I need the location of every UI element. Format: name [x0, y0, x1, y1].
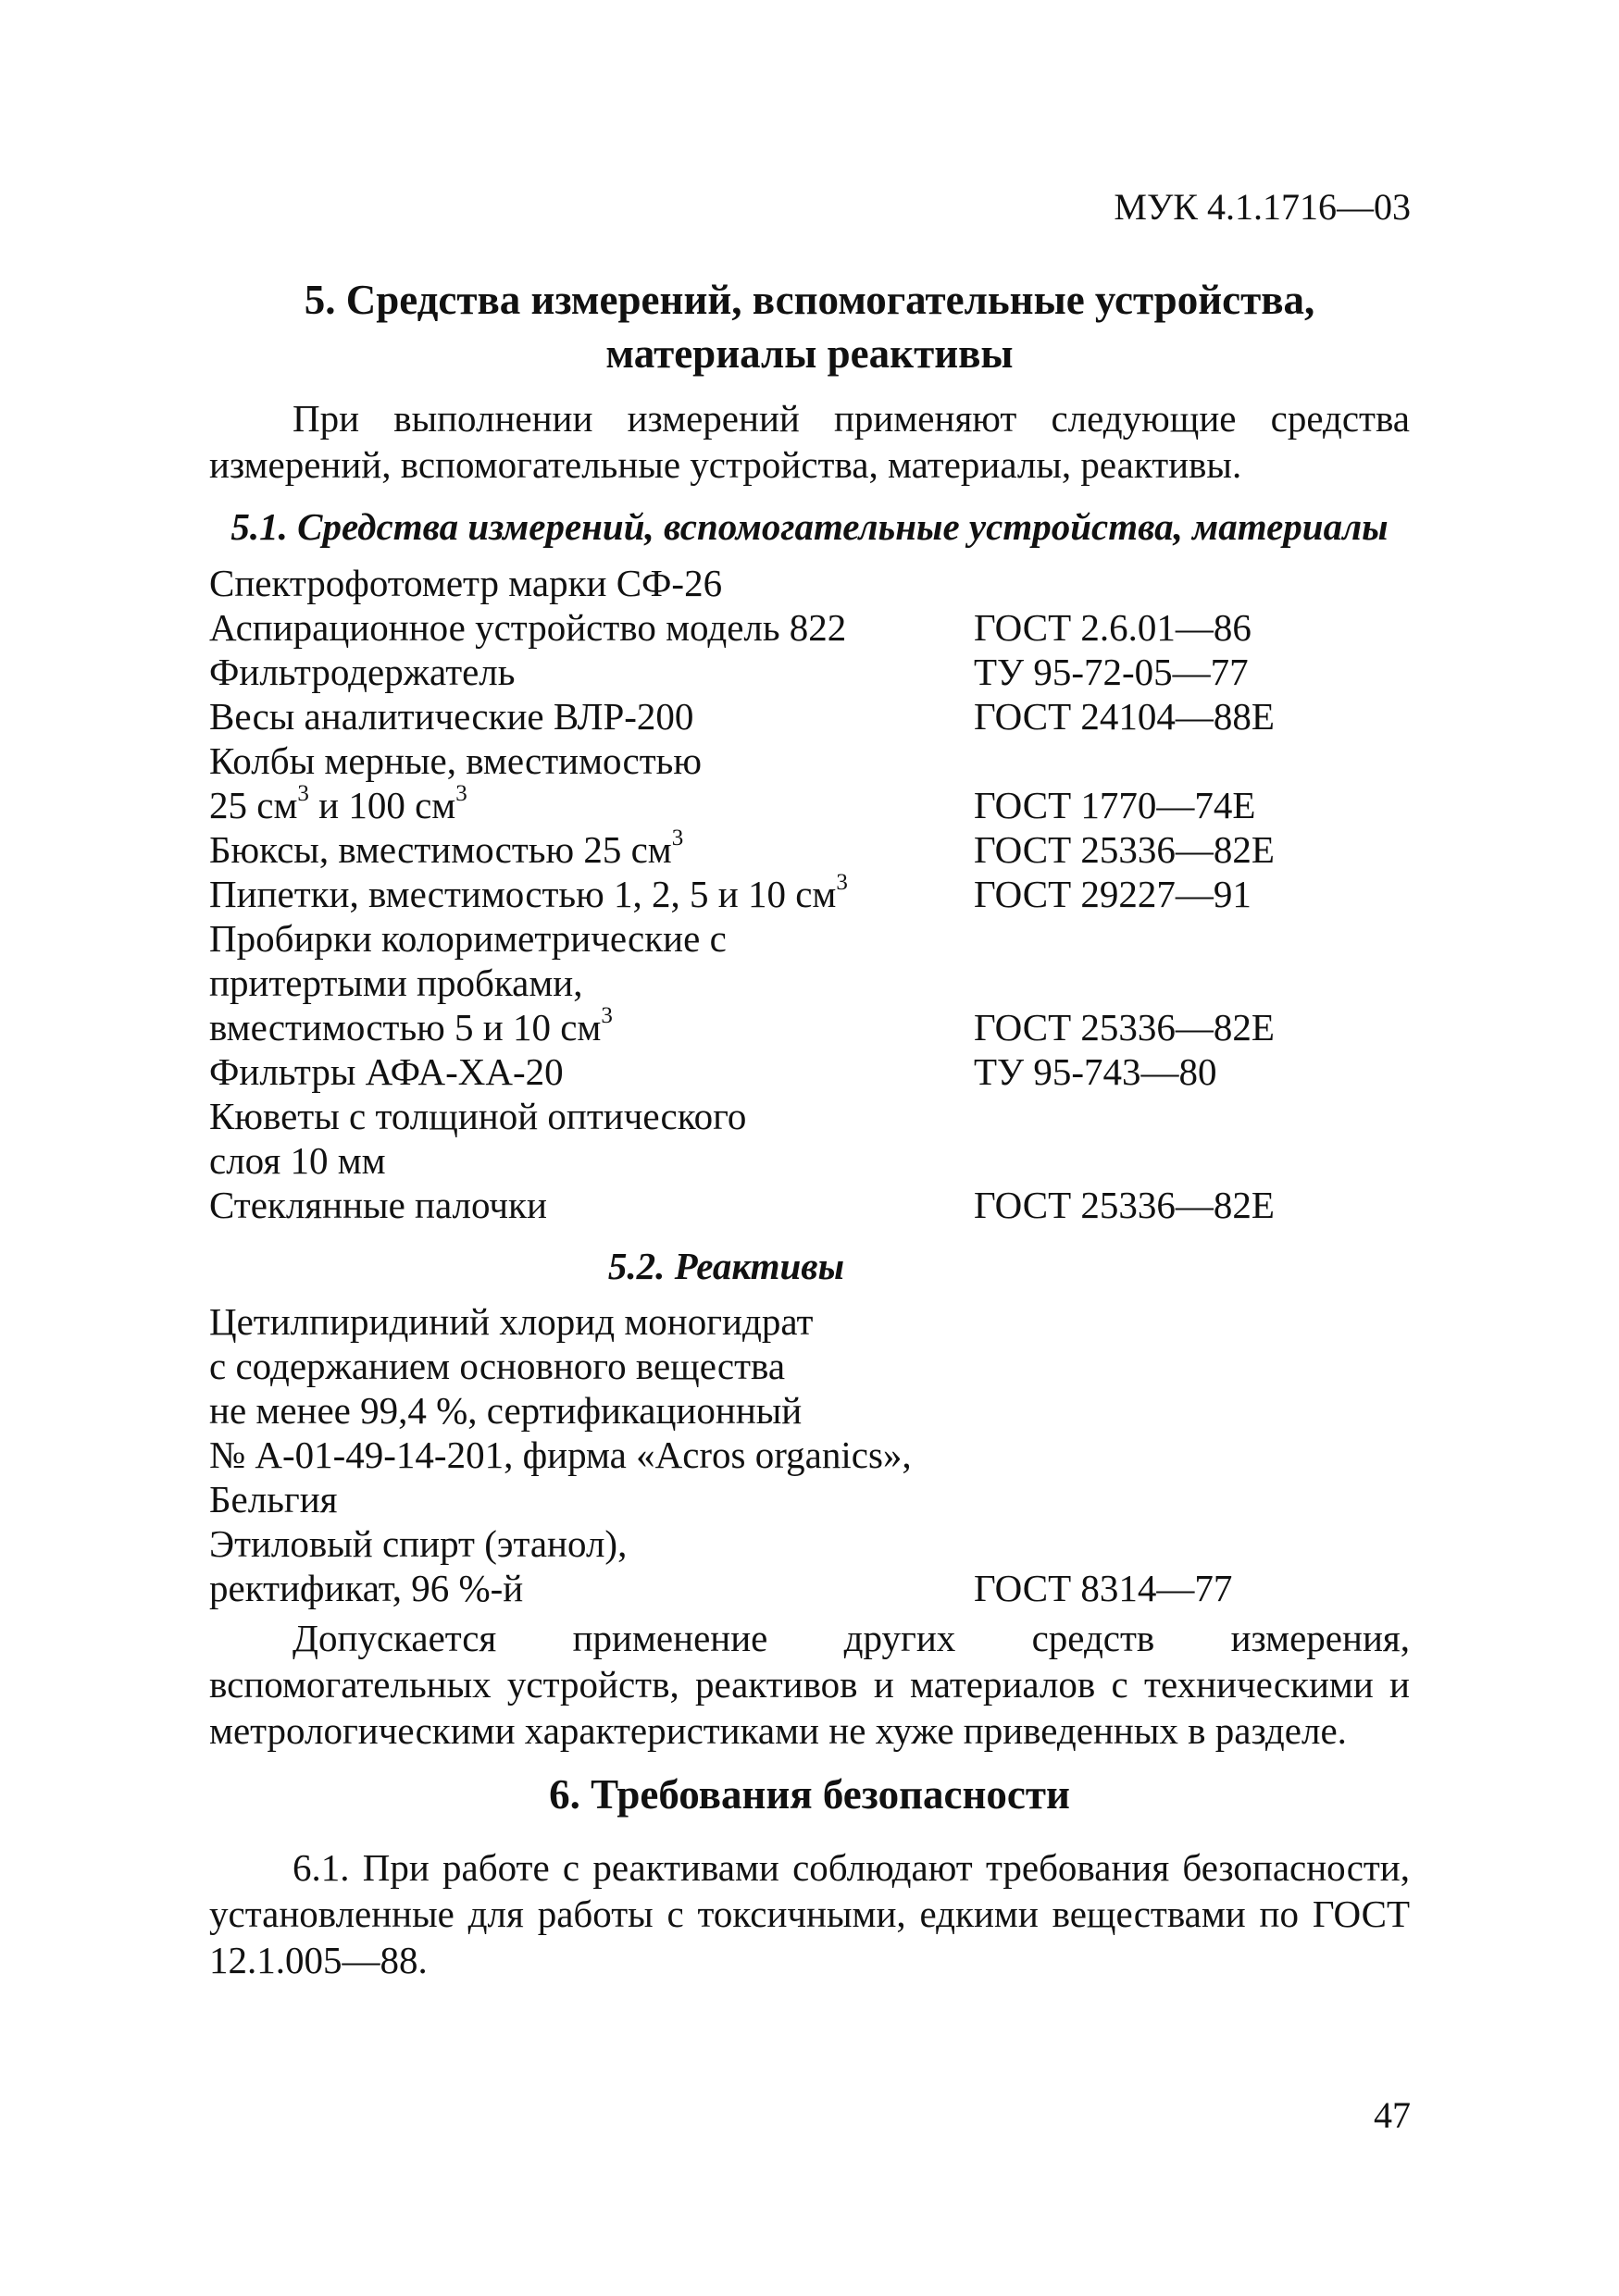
- item-name: № А-01-49-14-201, фирма «Acros organics»,: [209, 1433, 912, 1476]
- list-item: [209, 1094, 1410, 1138]
- item-name: Бельгия: [209, 1478, 338, 1520]
- item-name-part: и 100 см: [308, 784, 456, 826]
- item-name: [209, 872, 848, 916]
- section-5-title-line2: материалы реактивы: [605, 330, 1014, 377]
- item-name: [209, 827, 683, 872]
- item-standard: ТУ 95-743—80: [974, 1050, 1217, 1093]
- item-name-part: Пипетки, вместимостью 1, 2, 5 и 10 см: [209, 873, 837, 915]
- list-item: [209, 1183, 1410, 1227]
- list-item: [209, 783, 1410, 827]
- superscript: 3: [601, 1003, 613, 1029]
- list-item: [209, 1005, 1410, 1049]
- subsection-5-1-title: 5.1. Средства измерений, вспомогательные устройства, материалы: [230, 505, 1389, 548]
- item-standard: ГОСТ 2.6.01—86: [974, 606, 1252, 649]
- document-code: МУК 4.1.1716—03: [1114, 186, 1411, 228]
- item-name: Стеклянные палочки: [209, 1184, 547, 1226]
- subsection-5-2-title: 5.2. Реактивы: [607, 1245, 845, 1287]
- item-standard: ГОСТ 1770—74Е: [974, 784, 1256, 826]
- item-name: притертыми пробками,: [209, 962, 583, 1004]
- item-name: Аспирационное устройство модель 822: [209, 606, 847, 649]
- superscript: 3: [297, 781, 309, 807]
- item-name: [209, 783, 467, 827]
- item-name: слоя 10 мм: [209, 1139, 386, 1182]
- superscript: 3: [671, 825, 684, 851]
- equipment-list: [209, 561, 1410, 1227]
- list-item: [209, 1049, 1410, 1094]
- section-5-title-line1: 5. Средства измерений, вспомогательные устройства,: [304, 277, 1315, 323]
- item-name-part: вместимостью 5 и 10 см: [209, 1006, 602, 1049]
- item-name: Кюветы с толщиной оптического: [209, 1095, 747, 1137]
- list-item: [209, 694, 1410, 738]
- list-item: [209, 1566, 1410, 1610]
- list-item: [209, 1344, 1410, 1388]
- item-name: Фильтродержатель: [209, 651, 516, 693]
- item-standard: ГОСТ 25336—82Е: [974, 1006, 1275, 1049]
- list-item: [209, 650, 1410, 694]
- item-name: с содержанием основного вещества: [209, 1345, 786, 1387]
- list-item: [209, 961, 1410, 1005]
- superscript: 3: [455, 781, 467, 807]
- item-name: Этиловый спирт (этанол),: [209, 1522, 628, 1565]
- list-item: [209, 916, 1410, 961]
- item-standard: ТУ 95-72-05—77: [974, 651, 1249, 693]
- section-5-title: [209, 273, 1410, 380]
- list-item: [209, 1299, 1410, 1344]
- item-standard: ГОСТ 24104—88Е: [974, 695, 1275, 738]
- section-6-paragraph-1: 6.1. При работе с реактивами соблюдают требования безопасности, установленные для работы с токсичными, едкими веществами по ГОСТ 12.1.005—88.: [209, 1846, 1410, 1981]
- item-name: Весы аналитические ВЛР-200: [209, 695, 694, 738]
- item-name: ректификат, 96 %-й: [209, 1567, 524, 1609]
- item-name: [209, 1005, 613, 1049]
- item-name: Пробирки колориметрические с: [209, 917, 727, 960]
- section-6-title: 6. Требования безопасности: [549, 1771, 1070, 1818]
- item-name: Колбы мерные, вместимостью: [209, 739, 702, 782]
- item-name-part: Бюксы, вместимостью 25 см: [209, 828, 672, 871]
- list-item: [209, 605, 1410, 650]
- list-item: [209, 738, 1410, 783]
- item-standard: ГОСТ 8314—77: [974, 1567, 1233, 1609]
- item-name-part: 25 см: [209, 784, 298, 826]
- list-item: [209, 827, 1410, 872]
- item-standard: ГОСТ 25336—82Е: [974, 828, 1275, 871]
- list-item: [209, 1388, 1410, 1433]
- list-item: [209, 561, 1410, 605]
- list-item: [209, 1433, 1410, 1477]
- page-number: 47: [1374, 2094, 1411, 2136]
- item-name: Цетилпиридиний хлорид моногидрат: [209, 1300, 814, 1343]
- list-item: [209, 872, 1410, 916]
- list-item: [209, 1477, 1410, 1521]
- list-item: [209, 1138, 1410, 1183]
- item-name: Спектрофотометр марки СФ-26: [209, 562, 723, 604]
- section-5-intro: При выполнении измерений применяют следующие средства измерений, вспомогательные устройства, материалы, реактивы.: [209, 397, 1410, 486]
- reagents-list: [209, 1299, 1410, 1610]
- reagents-note: Допускается применение других средств измерения, вспомогательных устройств, реактивов и материалов с техническими и метрологическими характеристиками не хуже приведенных в разделе.: [209, 1617, 1410, 1752]
- item-standard: ГОСТ 29227—91: [974, 873, 1252, 915]
- item-standard: ГОСТ 25336—82Е: [974, 1184, 1275, 1226]
- superscript: 3: [836, 870, 848, 896]
- item-name: не менее 99,4 %, сертификационный: [209, 1389, 803, 1432]
- list-item: [209, 1521, 1410, 1566]
- item-name: Фильтры АФА-ХА-20: [209, 1050, 564, 1093]
